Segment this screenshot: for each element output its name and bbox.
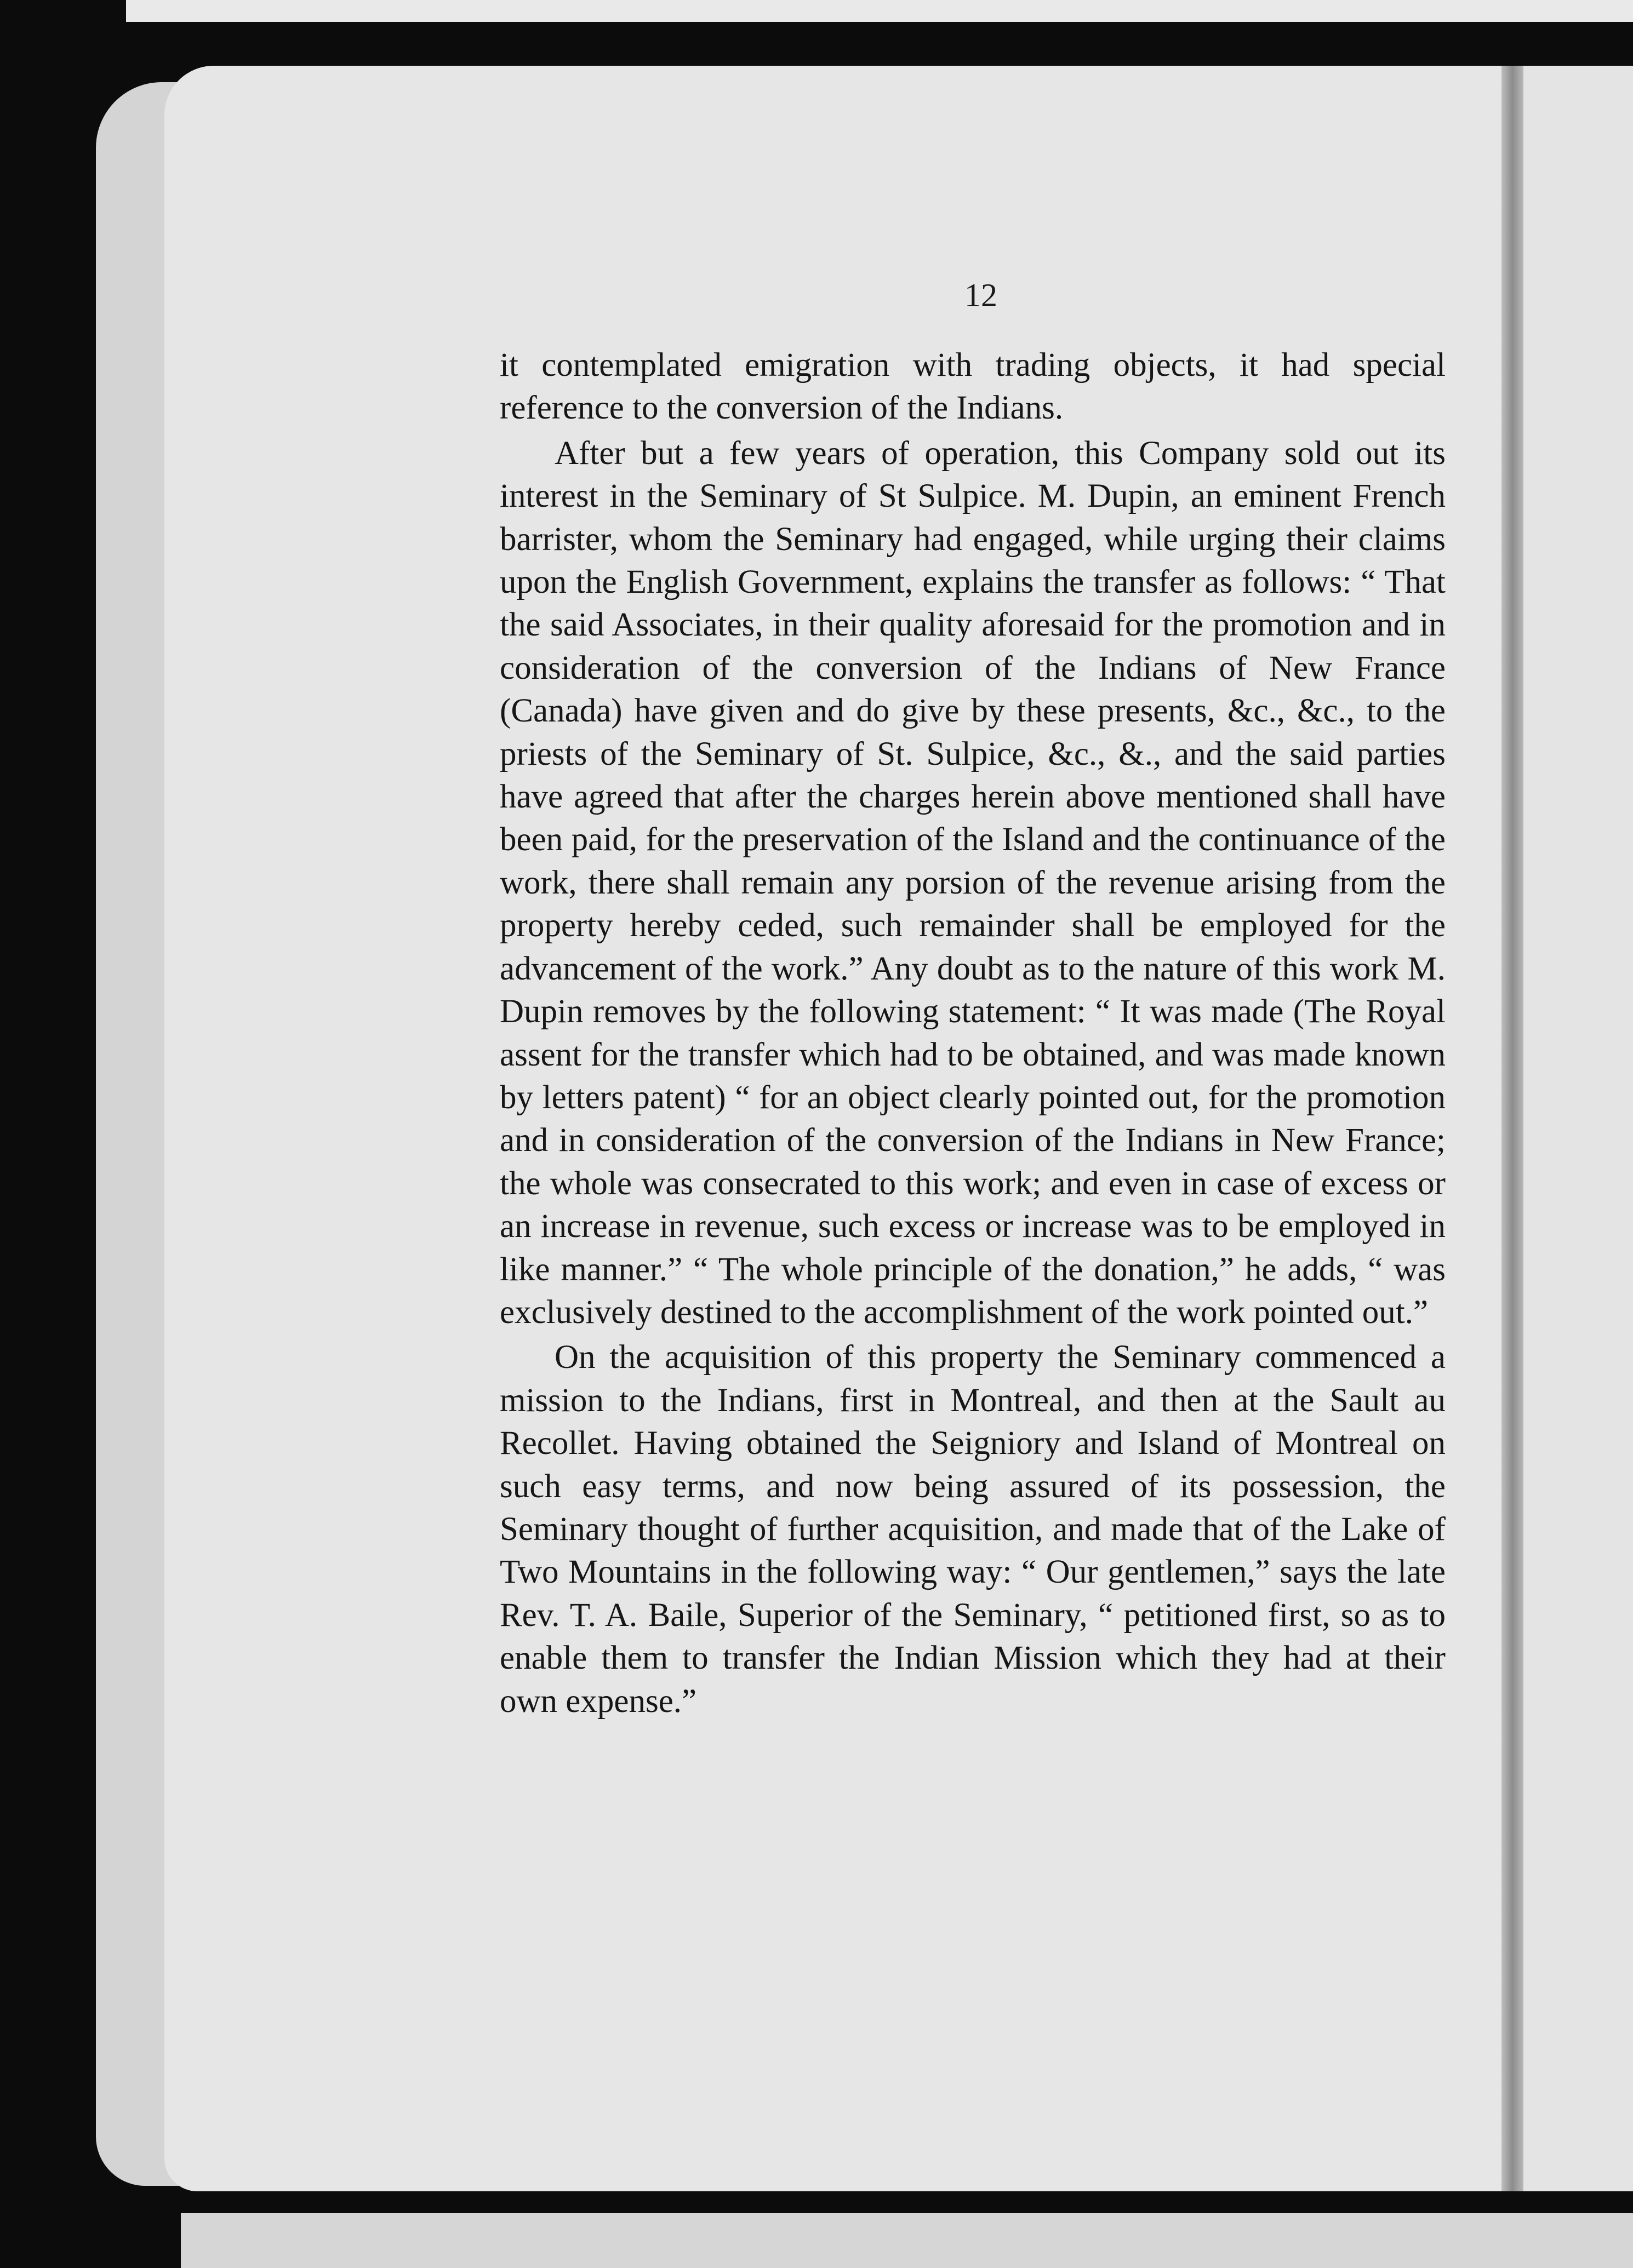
paragraph-3: On the acquisition of this property the Seminary commenced a mission to the Indians, first in Montreal, and then at the Sault au Recollet. Having obtained the Seigniory and Island of Montreal on such easy terms, and now being assured of its possession, the Seminary thought of further acquisition, and made that of the Lake of Two Mountains in the following way: “ Our gentlemen,” says the late Rev. T. A. Baile, Superior of the Seminary, “ petitioned first, so as to enable them to transfer the Indian Mission which they had at their own expense.” — [500, 1339, 1446, 1720]
next-leaf-strip — [181, 2213, 1633, 2268]
paragraph-1: it contemplated emigration with trading objects, it had special reference to the conversion of the Indians. — [500, 347, 1446, 427]
previous-leaf-strip — [126, 0, 1633, 22]
paragraph-2: After but a few years of operation, this Company sold out its interest in the Seminary of St Sulpice. M. Dupin, an eminent French barrister, whom the Seminary had engaged, while urging their claims upon the English Government, explains the transfer as follows: “ That the said Associates, in their quality aforesaid for the promotion and in consideration of the conversion of the Indians of New France (Canada) have given and do give by these presents, &c., &c., to the priests of the Seminary of St. Sulpice, &c., &., and the said parties have agreed that after the charges herein above mentioned shall have been paid, for the preservation of the Island and the continuance of the work, there shall remain any porsion of the revenue arising from the property hereby ceded, such remainder shall be employed for the advancement of the work.” Any doubt as to the nature of this work M. Dupin removes by the following statement: “ It was made (The Royal assent for the transfer which had to be obtained, and was made known by letters patent) “ for an object clearly pointed out, for the promotion and in consideration of the conversion of the Indians in New France; the whole was consecrated to this work; and even in case of excess or an increase in revenue, such excess or increase was to be employed in like manner.” “ The whole principle of the donation,” he adds, “ was exclusively destined to the accomplishment of the work pointed out.” — [500, 434, 1446, 1331]
page-number: 12 — [964, 277, 997, 313]
facing-page — [1523, 66, 1633, 2191]
page-body — [500, 344, 1446, 1723]
page-gutter — [1501, 66, 1523, 2191]
